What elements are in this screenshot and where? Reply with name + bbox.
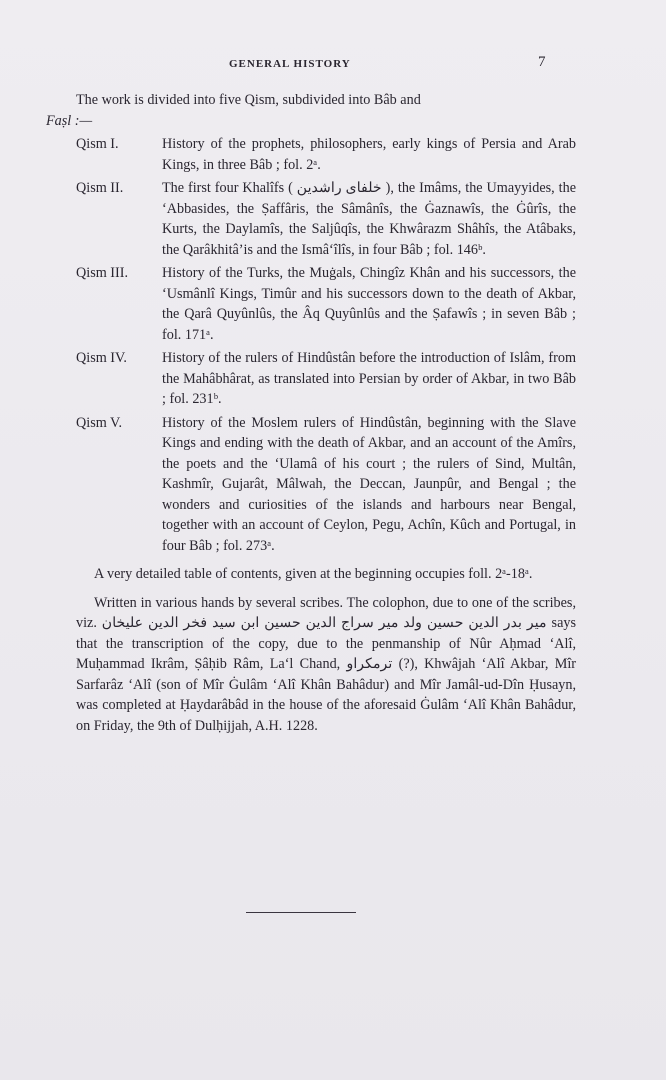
running-title: GENERAL HISTORY bbox=[229, 58, 351, 70]
fasl-label: Faṣl :— bbox=[46, 112, 93, 129]
qism-entry bbox=[76, 348, 576, 410]
qism-entry bbox=[76, 413, 576, 557]
page-body bbox=[46, 90, 576, 736]
qism-entry bbox=[76, 134, 576, 175]
qism-description: History of the rulers of Hindûstân before the introduction of Islâm, from the Mahâbhârat, as translated into Persian by order of Akbar, in two Bâb ; fol. 231ᵇ. bbox=[162, 350, 576, 407]
qism-label: Qism I. bbox=[76, 136, 119, 152]
intro-paragraph: The work is divided into five Qism, subdivided into Bâb and bbox=[76, 92, 421, 108]
qism-description: History of the prophets, philosophers, early kings of Persia and Arab Kings, in three Bâb ; fol. 2ᵃ. bbox=[162, 136, 576, 173]
page-number: 7 bbox=[538, 54, 546, 70]
qism-description: History of the Moslem rulers of Hindûstân, beginning with the Slave Kings and ending with the death of Akbar, and an account of the Amîrs, the poets and the ‘Ulamâ of his court ; the rulers of Sind, Multân, Kashmîr, Gujarât, Mâlwah, the Deccan, Jaunpûr, and Bengal ; the wonders and curiosities of the islands and harbours near Bengal, together with an account of Ceylon, Pegu, Achîn, Kûch and Portugal, in four Bâb ; fol. 273ᵃ. bbox=[162, 414, 576, 554]
qism-entry bbox=[76, 178, 576, 260]
qism-label: Qism II. bbox=[76, 180, 124, 196]
qism-label: Qism V. bbox=[76, 414, 122, 431]
qism-description: History of the Turks, the Muġals, Chingîz Khân and his successors, the ‘Usmânlî Kings, Timûr and his successors down to the death of Akbar, the Qarâ Quyûnlûs, the Âq Quyûnlûs and the Ṣafawîs ; in seven Bâb ; fol. 171ᵃ. bbox=[162, 265, 576, 343]
qism-label: Qism IV. bbox=[76, 350, 127, 366]
qism-description: The first four Khalîfs ( خلفای راشدین ), the Imâms, the Umayyides, the ‘Abbasides, the Ṣaffâris, the Sâmânîs, the Ġaznawîs, the Ġûrîs, the Kurts, the Daylamîs, the Saljûqîs, the Khwârazm Shâhîs, the Atâbaks, the Qarâkhitâ’is and the Ismâ‘îlîs, in four Bâb ; fol. 146ᵇ. bbox=[162, 180, 576, 258]
qism-label: Qism III. bbox=[76, 265, 129, 281]
contents-paragraph: A very detailed table of contents, given at the beginning occupies foll. 2ᵃ-18ᵃ. bbox=[94, 566, 533, 582]
section-divider bbox=[246, 912, 356, 913]
page-header bbox=[0, 54, 666, 78]
qism-entry bbox=[76, 263, 576, 345]
colophon-paragraph: Written in various hands by several scribes. The colophon, due to one of the scribes, viz. میر بدر الدین حسین ولد میر سراج الدین حسین ابن سید فخر الدین علیخان says that the transcription of the copy, due to the penmanship of Nûr Aḥmad ‘Alî, Muḥammad Ikrâm, Ṣâḥib Râm, La‘l Chand, ترمکراو (?), Khwâjah ‘Alî Akbar, Mîr Sarfarâz ‘Alî (son of Mîr Ġulâm ‘Alî Khân Bahâdur) and Mîr Jamâl-ud-Dîn Ḥusayn, was completed at Ḥaydarâbâd in the house of the aforesaid Ġulâm ‘Alî Khân Bahâdur, on Friday, the 9th of Dulḥijjah, A.H. 1228. bbox=[76, 594, 576, 734]
